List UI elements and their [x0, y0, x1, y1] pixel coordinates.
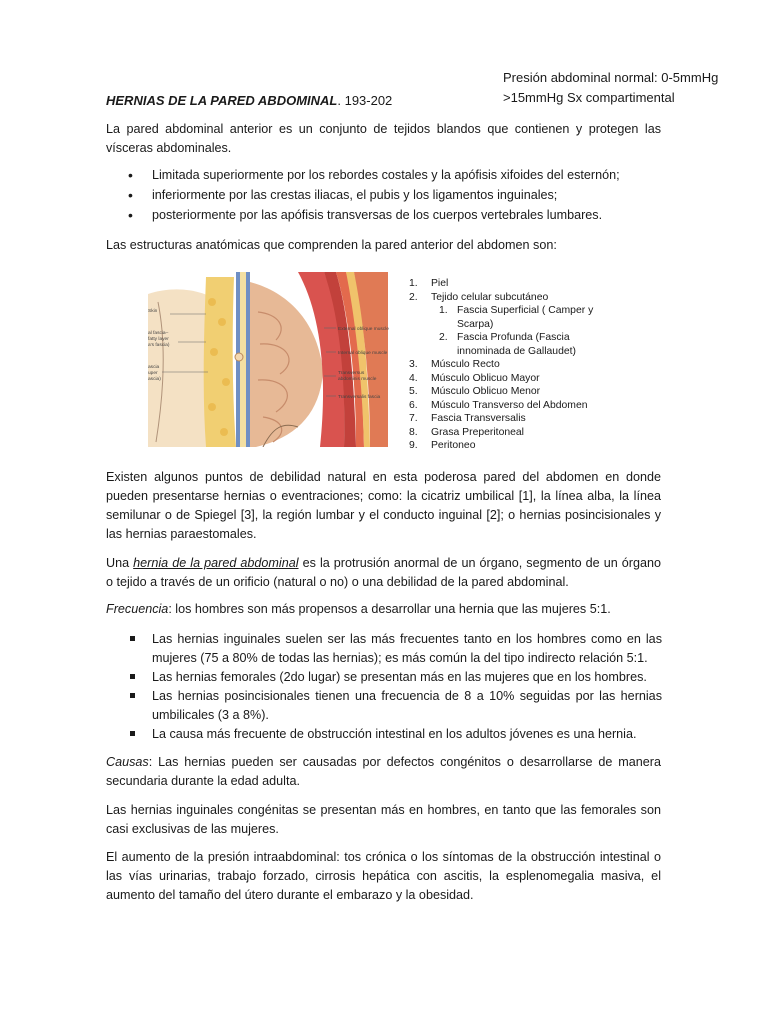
list-item-text: Las hernias inguinales suelen ser las más frecuentes tanto en los hombres como en las mujeres (75 a 80% de todas las hernias); es más común la del tipo indirecto relación 5:1. — [152, 632, 662, 665]
list-item — [106, 687, 662, 725]
list-item-text: Las hernias posincisionales tienen una frecuencia de 8 a 10% seguidas por las hernias umbilicales (3 a 8%). — [152, 689, 662, 722]
frequency-paragraph: Frecuencia: los hombres son más propensos a desarrollar una hernia que las mujeres 5:1. — [106, 602, 611, 616]
list-item-text: Las hernias femorales (2do lugar) se presentan más en las mujeres que en los hombres. — [152, 670, 647, 684]
layer-item: 3. Músculo Recto — [409, 359, 500, 370]
title-pages: . 193-202 — [337, 93, 393, 108]
congenital-paragraph: Las hernias inguinales congénitas se presentan más en hombres, en tanto que las femorales son casi exclusivas de las mujeres. — [106, 803, 661, 836]
list-item-text: Limitada superiormente por los rebordes costales y la apófisis xifoides del esternón; — [152, 168, 620, 182]
list-item-text: posteriormente por las apófisis transversas de los cuerpos vertebrales lumbares. — [152, 208, 603, 222]
square-bullet-icon — [130, 693, 135, 698]
layer-item: 6. Músculo Transverso del Abdomen — [409, 399, 588, 411]
frequency-label: Frecuencia — [106, 602, 169, 616]
list-item-text: La causa más frecuente de obstrucción intestinal en los adultos jóvenes es una hernia. — [152, 727, 637, 741]
side-note-line-1: Presión abdominal normal: 0-5mmHg — [503, 70, 719, 85]
page-title — [106, 91, 426, 110]
abdominal-wall-figure — [148, 272, 396, 447]
list-item — [106, 186, 666, 206]
figure-label: Transversus — [338, 371, 365, 376]
list-item — [106, 206, 666, 226]
layer-subitem: 1. Fascia Superficial ( Camper y Scarpa) — [439, 305, 594, 330]
square-bullet-icon — [130, 731, 135, 736]
frequency-list — [106, 630, 662, 744]
bullet-icon: • — [128, 167, 133, 183]
figure-label: al fascia– — [148, 331, 169, 336]
layer-item: 1. Piel — [409, 278, 449, 289]
structures-intro: Las estructuras anatómicas que comprenden la pared anterior del abdomen son: — [106, 238, 557, 252]
figure-label: fatty layer — [148, 337, 169, 342]
list-item — [106, 668, 662, 687]
layer-item: 5. Músculo Oblicuo Menor — [409, 386, 541, 397]
title-main: HERNIAS DE LA PARED ABDOMINAL — [106, 93, 338, 108]
figure-label: uper — [148, 371, 158, 376]
layer-item: 8. Grasa Preperitoneal — [409, 426, 524, 438]
bullet-icon: • — [128, 187, 133, 203]
layer-item: 4. Músculo Oblicuo Mayor — [409, 372, 540, 384]
bullet-icon: • — [128, 207, 133, 223]
figure-label: Skin — [148, 309, 158, 314]
causes-label: Causas — [106, 755, 149, 769]
list-item — [106, 630, 662, 668]
side-note — [503, 68, 753, 108]
figure-label: Internal oblique muscle — [338, 351, 388, 356]
layers-list — [409, 277, 609, 453]
list-item-text: inferiormente por las crestas iliacas, el pubis y los ligamentos inguinales; — [152, 188, 558, 202]
layer-subitem: 2. Fascia Profunda (Fascia innominada de Gallaudet) — [439, 332, 576, 357]
layer-item: 9. Peritoneo — [409, 440, 476, 451]
weak-points-paragraph: Existen algunos puntos de debilidad natural en esta poderosa pared del abdomen en donde pueden presentarse hernias o eventraciones; como: la cicatriz umbilical [1], la línea alba, la línea semilunar o de Spiegel [3], la región lumbar y el conducto inguinal [2]; o hernias posincisionales y las hernias paraestomales. — [106, 470, 661, 541]
square-bullet-icon — [130, 636, 135, 641]
intro-paragraph: La pared abdominal anterior es un conjunto de tejidos blandos que contienen y protegen las vísceras abdominales. — [106, 122, 661, 155]
list-item — [106, 166, 666, 186]
figure-label: abdominis muscle — [338, 377, 377, 382]
definition-term: hernia de la pared abdominal — [133, 556, 299, 570]
limits-list — [106, 166, 666, 226]
layer-item: 7. Fascia Transversalis — [409, 413, 526, 424]
figure-label: ascia — [148, 365, 160, 370]
figure-label: ascia) — [148, 377, 161, 382]
definition-paragraph: Una hernia de la pared abdominal es la protrusión anormal de un órgano, segmento de un órgano o tejido a través de un orificio (natural o no) o una debilidad de la pared abdominal. — [106, 556, 662, 589]
causes-paragraph: Causas: Las hernias pueden ser causadas por defectos congénitos o desarrollarse de manera secundaria durante la edad adulta. — [106, 755, 661, 788]
layer-item: 2. Tejido celular subcutáneo — [409, 291, 549, 303]
list-item — [106, 725, 662, 744]
figure-label: a's fascia) — [148, 343, 170, 348]
pressure-paragraph: El aumento de la presión intraabdominal: tos crónica o los síntomas de la obstrucción intestinal o las vías urinarias, trabajo forzado, cirrosis hepática con ascitis, la esplenomegalia masiva, el aumento del tamaño del útero durante el embarazo y la obesidad. — [106, 850, 661, 902]
figure-label: External oblique muscle — [338, 327, 389, 332]
side-note-line-2: >15mmHg Sx compartimental — [503, 90, 675, 105]
figure-label: Transversalis fascia — [338, 395, 381, 400]
square-bullet-icon — [130, 674, 135, 679]
